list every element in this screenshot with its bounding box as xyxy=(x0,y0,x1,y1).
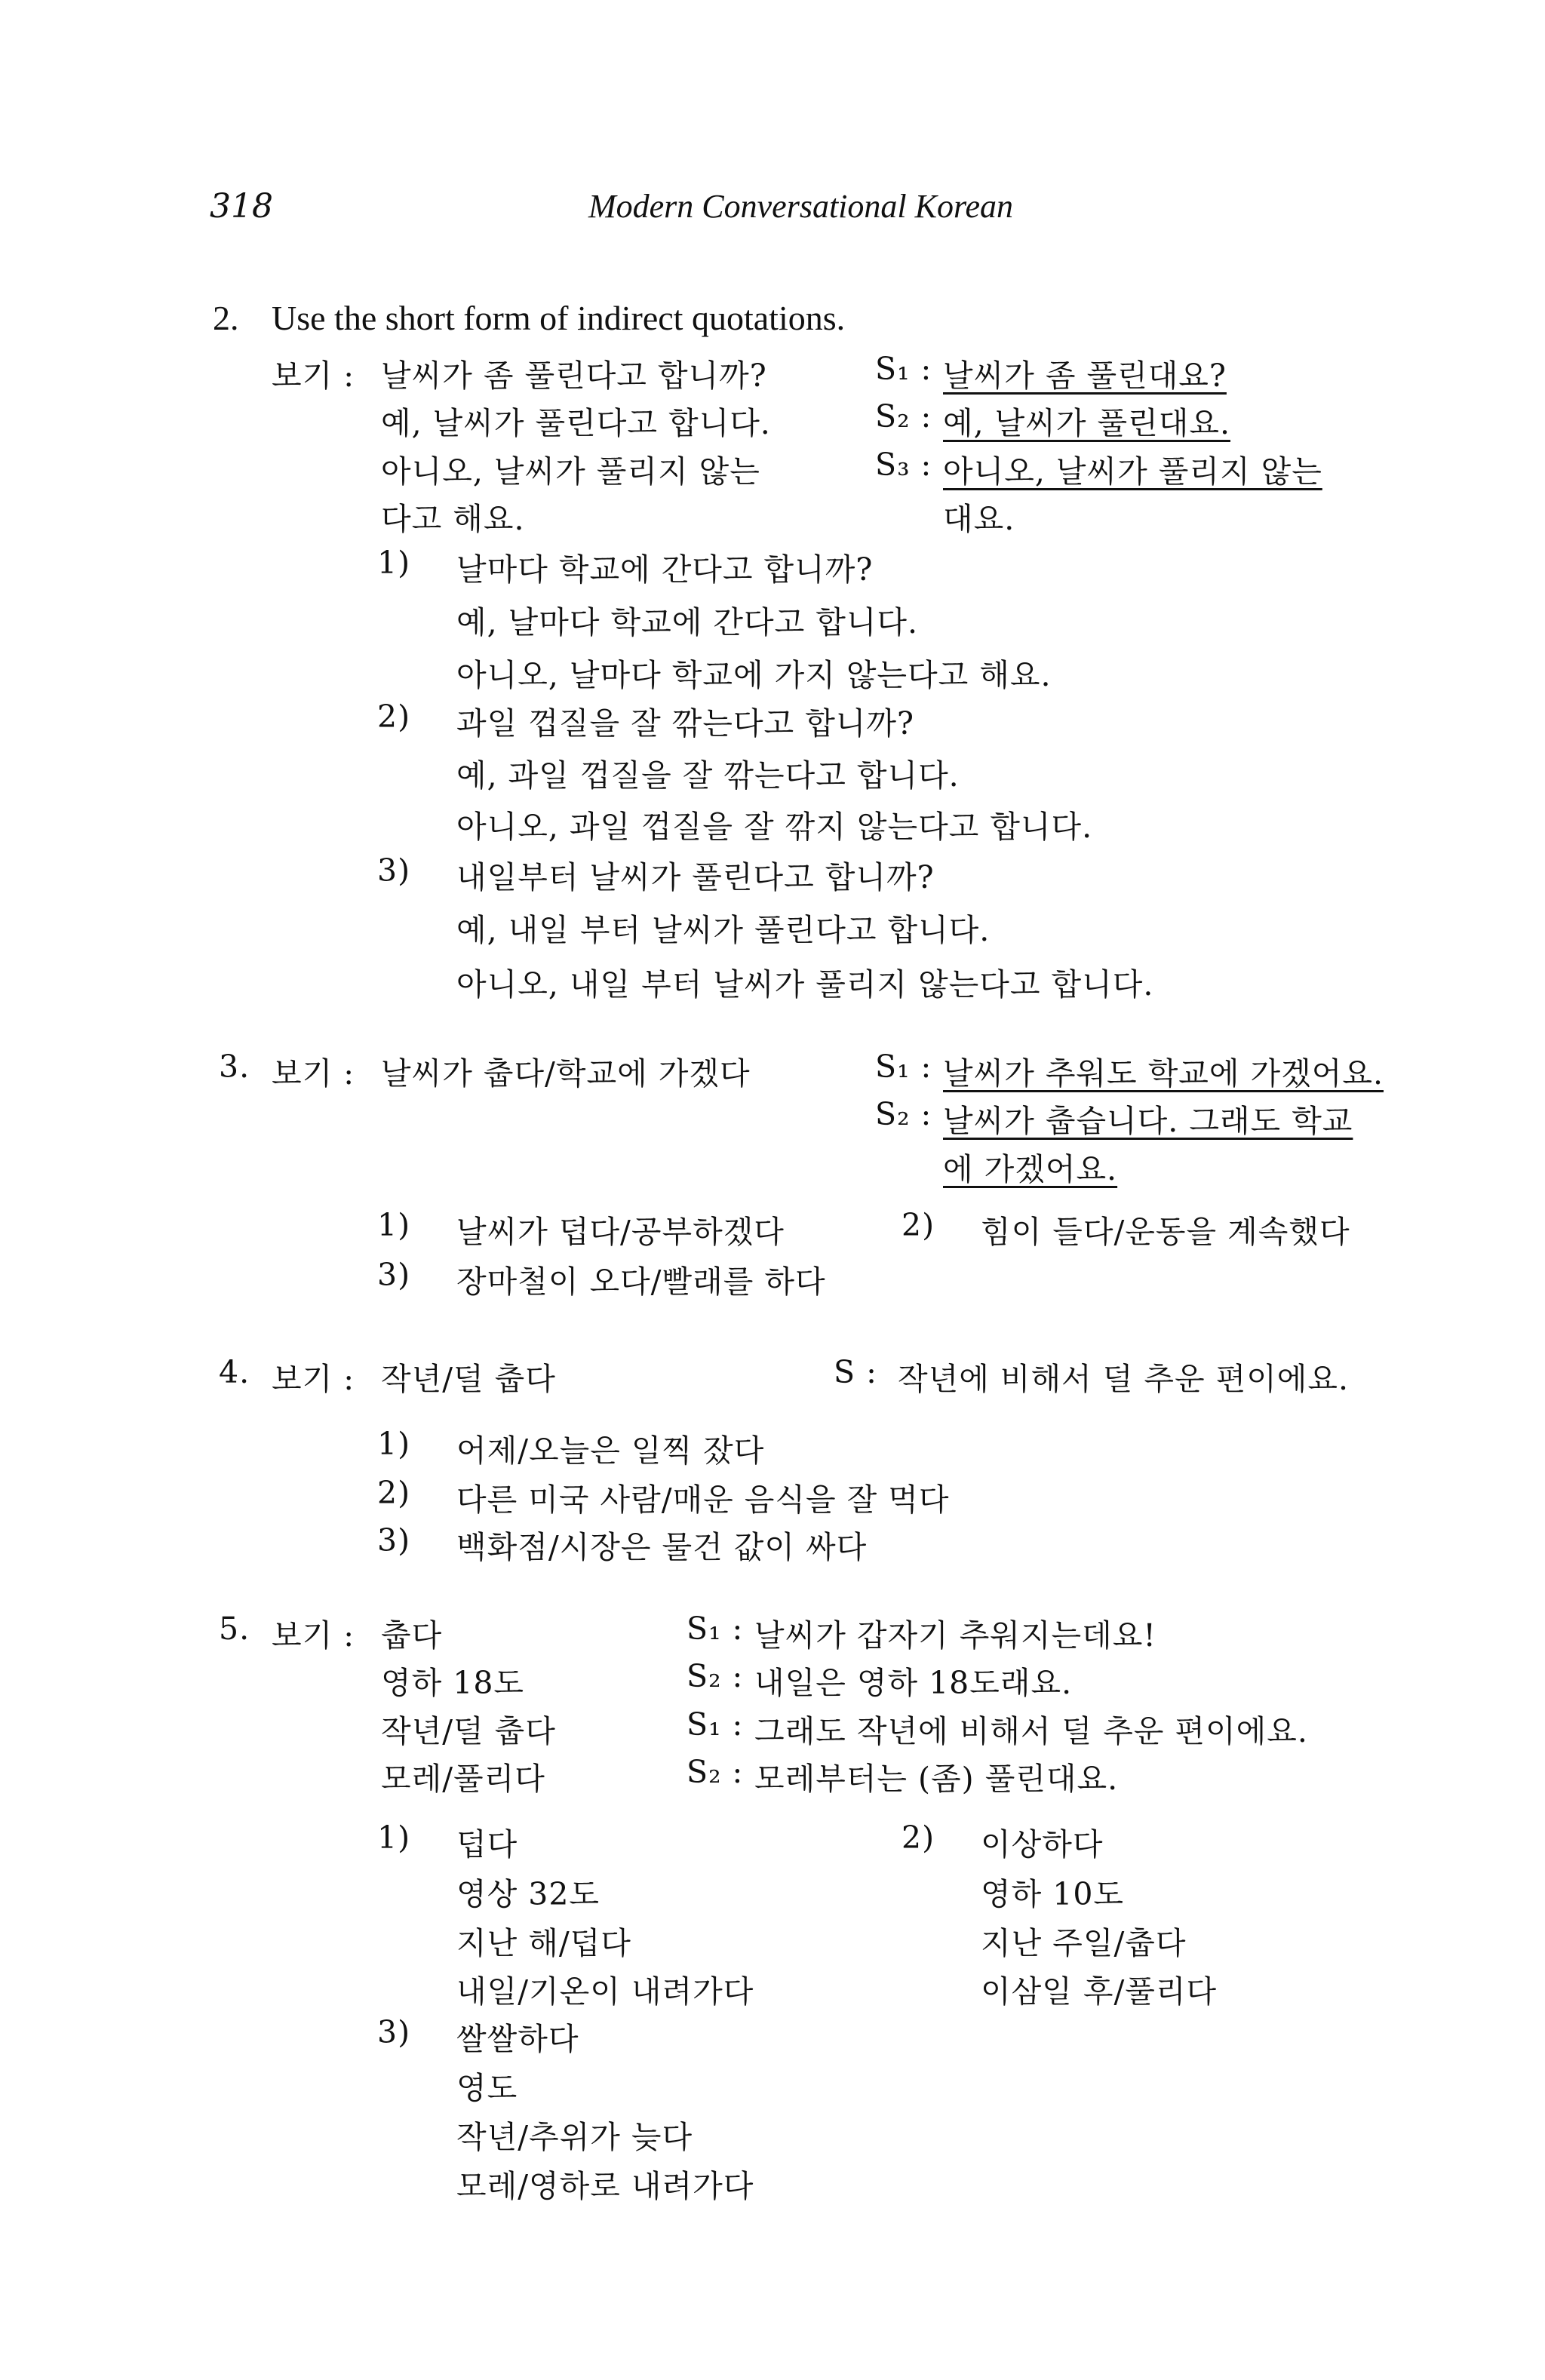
ex3-label: 3. xyxy=(219,1049,250,1085)
ex2-s2-text: 예, 날씨가 풀린대요. xyxy=(943,405,1230,441)
ex2-item3-yes: 예, 내일 부터 날씨가 풀린다고 합니다. xyxy=(456,912,991,948)
ex3-s2-label: S₂ : xyxy=(875,1096,932,1132)
ex5-cue-4: 모레/풀리다 xyxy=(381,1761,545,1797)
ex5-item1-number: 1) xyxy=(377,1820,411,1856)
ex5-cue-3: 작년/덜 춥다 xyxy=(381,1713,556,1749)
ex3-s2-text-line2: 에 가겠어요. xyxy=(943,1151,1118,1187)
ex5-s4-text: 모레부터는 (좀) 풀린대요. xyxy=(754,1761,1119,1797)
ex5-s4-label: S₂ : xyxy=(686,1754,744,1790)
ex5-item1-line3: 지난 해/덥다 xyxy=(456,1925,631,1961)
ex5-item2-line1: 이상하다 xyxy=(981,1826,1104,1863)
ex2-label: 2. xyxy=(213,299,239,337)
ex5-s2-text: 내일은 영하 18도래요. xyxy=(754,1665,1073,1701)
ex3-s2-text-line1: 날씨가 춥습니다. 그래도 학교 xyxy=(943,1103,1353,1139)
ex5-item2-line2: 영하 10도 xyxy=(981,1876,1125,1912)
ex5-item2-line4: 이삼일 후/풀리다 xyxy=(981,1973,1218,2010)
ex2-s3-label: S₃ : xyxy=(875,447,932,483)
ex3-item3: 장마철이 오다/빨래를 하다 xyxy=(456,1264,826,1300)
ex4-item3-number: 3) xyxy=(377,1522,411,1559)
ex2-item1-no: 아니오, 날마다 학교에 가지 않는다고 해요. xyxy=(456,657,1052,693)
ex2-example-no-line1: 아니오, 날씨가 풀리지 않는 xyxy=(381,453,760,490)
ex4-item3: 백화점/시장은 물건 값이 싸다 xyxy=(456,1529,868,1565)
ex4-s-label: S : xyxy=(834,1354,877,1390)
ex3-item2-number: 2) xyxy=(902,1207,935,1243)
ex4-prompt: 작년/덜 춥다 xyxy=(381,1361,556,1397)
ex5-item1-line2: 영상 32도 xyxy=(456,1876,600,1912)
ex5-example-label: 보기 : xyxy=(272,1617,355,1654)
ex5-s3-text: 그래도 작년에 비해서 덜 추운 편이에요. xyxy=(754,1713,1308,1749)
ex2-item1-yes: 예, 날마다 학교에 간다고 합니다. xyxy=(456,604,919,640)
ex2-item3-no: 아니오, 내일 부터 날씨가 풀리지 않는다고 합니다. xyxy=(456,966,1154,1003)
ex2-example-question: 날씨가 좀 풀린다고 합니까? xyxy=(381,358,767,394)
ex4-item2-number: 2) xyxy=(377,1475,411,1511)
ex4-label: 4. xyxy=(219,1354,250,1390)
page-number: 318 xyxy=(210,187,273,226)
ex2-example-label: 보기 : xyxy=(272,358,355,394)
ex4-example-label: 보기 : xyxy=(272,1361,355,1397)
ex2-item3-number: 3) xyxy=(377,852,411,889)
ex2-s3-text-line1: 아니오, 날씨가 풀리지 않는 xyxy=(943,453,1322,490)
ex2-item2-number: 2) xyxy=(377,699,411,735)
ex3-s1-text: 날씨가 추워도 학교에 가겠어요. xyxy=(943,1055,1384,1092)
ex5-item2-line3: 지난 주일/춥다 xyxy=(981,1925,1187,1961)
ex5-label: 5. xyxy=(219,1611,250,1647)
ex2-example-no-line2: 다고 해요. xyxy=(381,501,525,537)
ex4-item1-number: 1) xyxy=(377,1426,411,1462)
ex2-item2-question: 과일 껍질을 잘 깎는다고 합니까? xyxy=(456,705,914,742)
ex5-s1-label: S₁ : xyxy=(686,1611,744,1647)
ex3-s1-label: S₁ : xyxy=(875,1049,932,1085)
ex3-item1-number: 1) xyxy=(377,1207,411,1243)
ex5-item3-line3: 작년/추위가 늦다 xyxy=(456,2119,693,2155)
ex5-item3-line4: 모레/영하로 내려가다 xyxy=(456,2168,754,2204)
ex5-cue-2: 영하 18도 xyxy=(381,1665,525,1701)
ex2-s2-label: S₂ : xyxy=(875,398,932,435)
ex2-s1-label: S₁ : xyxy=(875,351,932,387)
ex2-item3-question: 내일부터 날씨가 풀린다고 합니까? xyxy=(456,859,935,895)
ex5-item1-line1: 덥다 xyxy=(456,1826,518,1863)
ex5-cue-1: 춥다 xyxy=(381,1617,443,1654)
ex5-item3-line2: 영도 xyxy=(456,2070,518,2106)
ex5-s2-label: S₂ : xyxy=(686,1658,744,1694)
ex4-item1: 어제/오늘은 일찍 잤다 xyxy=(456,1433,765,1469)
running-title: Modern Conversational Korean xyxy=(588,188,1013,225)
ex2-example-yes: 예, 날씨가 풀린다고 합니다. xyxy=(381,405,771,441)
ex4-s-text: 작년에 비해서 덜 추운 편이에요. xyxy=(898,1361,1350,1397)
ex5-s1-text: 날씨가 갑자기 추워지는데요! xyxy=(754,1617,1156,1654)
ex2-item1-number: 1) xyxy=(377,545,411,581)
ex5-item3-line1: 쌀쌀하다 xyxy=(456,2021,579,2057)
ex4-item2: 다른 미국 사람/매운 음식을 잘 먹다 xyxy=(456,1482,950,1518)
ex3-prompt: 날씨가 춥다/학교에 가겠다 xyxy=(381,1055,751,1092)
ex2-item2-no: 아니오, 과일 껍질을 잘 깎지 않는다고 합니다. xyxy=(456,809,1093,845)
ex3-item1: 날씨가 덥다/공부하겠다 xyxy=(456,1214,785,1250)
ex2-item2-yes: 예, 과일 껍질을 잘 깎는다고 합니다. xyxy=(456,757,960,794)
ex2-s3-text-line2: 대요. xyxy=(943,501,1015,537)
ex3-example-label: 보기 : xyxy=(272,1055,355,1092)
ex5-item3-number: 3) xyxy=(377,2014,411,2050)
ex3-item2: 힘이 들다/운동을 계속했다 xyxy=(981,1214,1350,1250)
ex3-item3-number: 3) xyxy=(377,1257,411,1293)
ex2-s1-text: 날씨가 좀 풀린대요? xyxy=(943,358,1227,394)
ex5-s3-label: S₁ : xyxy=(686,1706,744,1743)
ex2-instruction: Use the short form of indirect quotations. xyxy=(272,299,846,337)
ex2-item1-question: 날마다 학교에 간다고 합니까? xyxy=(456,551,874,588)
ex5-item1-line4: 내일/기온이 내려가다 xyxy=(456,1973,754,2010)
ex5-item2-number: 2) xyxy=(902,1820,935,1856)
